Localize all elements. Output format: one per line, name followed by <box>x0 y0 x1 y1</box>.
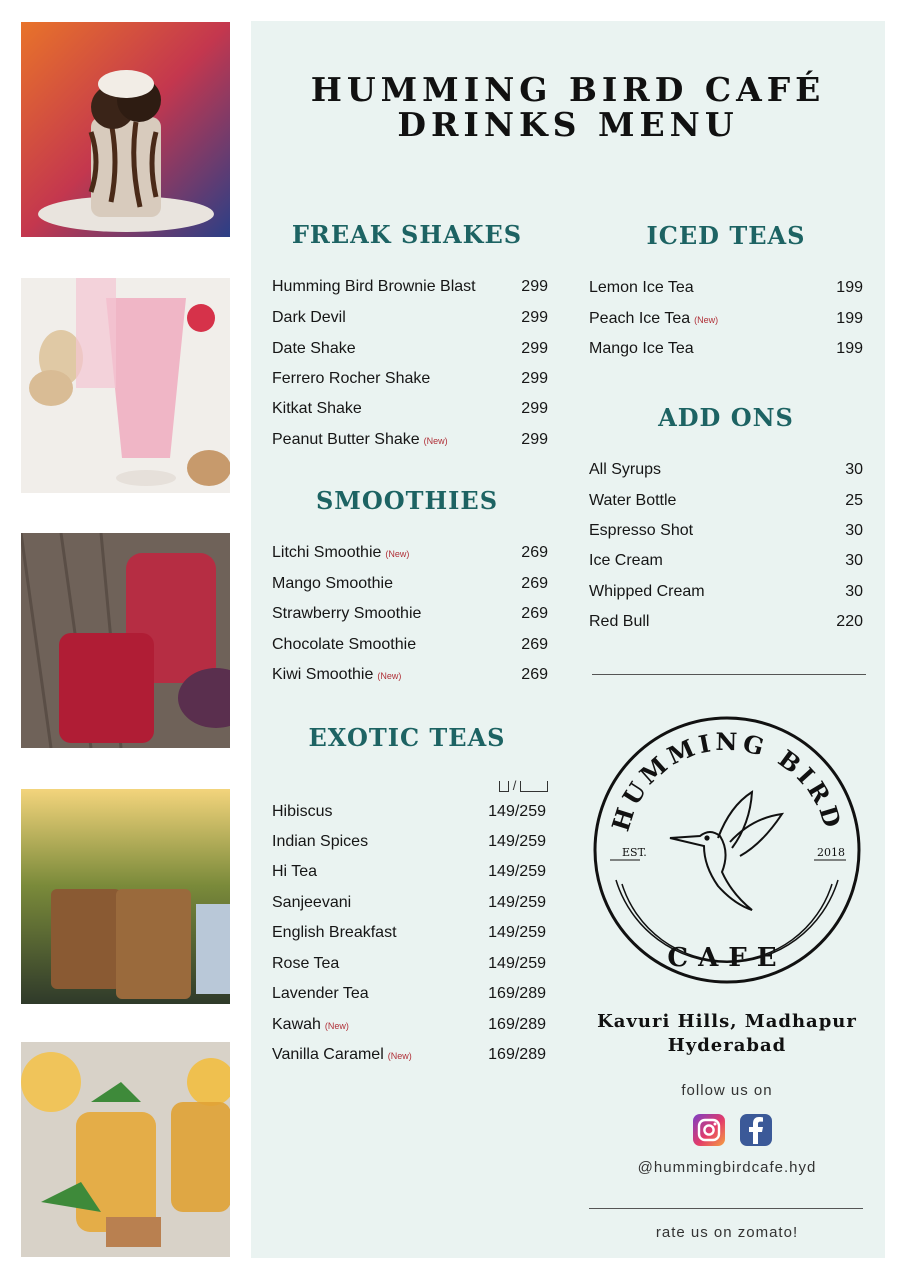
menu-item-price: 149/259 <box>488 803 546 820</box>
menu-item-name-text: Rose Tea <box>272 955 340 972</box>
facebook-icon[interactable] <box>740 1114 772 1146</box>
exotic-teas-heading: EXOTIC TEAS <box>308 723 506 752</box>
menu-item-name <box>589 580 705 604</box>
small-cup-icon <box>499 781 509 792</box>
menu-item-name <box>272 428 448 453</box>
logo-est-label: EST. <box>622 846 647 859</box>
menu-item <box>272 541 548 565</box>
menu-item-name-text: Water Bottle <box>589 492 677 509</box>
menu-item-name-text: Ice Cream <box>589 552 663 569</box>
menu-item-name-text: Whipped Cream <box>589 583 705 600</box>
menu-item-name <box>272 541 409 566</box>
menu-item-name-text: Mango Ice Tea <box>589 340 694 357</box>
menu-item <box>272 891 546 915</box>
menu-item-price: 269 <box>521 544 548 561</box>
menu-item <box>272 663 548 687</box>
divider-top <box>592 674 866 675</box>
instagram-icon[interactable] <box>693 1114 725 1146</box>
menu-item-name <box>589 276 694 300</box>
hibiscus-photo-art <box>21 533 230 748</box>
menu-item-price: 299 <box>521 340 548 357</box>
menu-item-name <box>589 519 693 543</box>
cup-size-hint <box>490 778 548 793</box>
location-line1: Kavuri Hills, Madhapur <box>597 1011 857 1032</box>
menu-item-name-text: English Breakfast <box>272 924 397 941</box>
menu-item-name <box>272 397 362 421</box>
new-badge: (New) <box>385 549 410 559</box>
menu-item-price: 220 <box>836 613 863 630</box>
menu-item-name <box>272 306 346 330</box>
menu-item-name-text: Peanut Butter Shake <box>272 431 420 448</box>
menu-item-name <box>272 367 430 391</box>
menu-item-price: 269 <box>521 575 548 592</box>
menu-item-name <box>272 891 351 915</box>
photo-smoothie <box>21 278 230 493</box>
menu-item-price: 269 <box>521 636 548 653</box>
menu-item <box>272 428 548 452</box>
freak-shakes-heading: FREAK SHAKES <box>291 220 523 249</box>
menu-item <box>272 633 548 657</box>
menu-item <box>589 307 863 331</box>
new-badge: (New) <box>423 436 448 446</box>
photo-lemon-tea <box>21 1042 230 1257</box>
menu-item <box>272 367 548 391</box>
menu-item-name-text: Mango Smoothie <box>272 575 393 592</box>
menu-item-name <box>272 800 332 824</box>
menu-item-name <box>272 572 393 596</box>
menu-item-price: 30 <box>845 552 863 569</box>
menu-item-name <box>272 602 421 626</box>
menu-item-name <box>272 982 369 1006</box>
menu-item <box>589 489 863 513</box>
menu-item-name-text: Ferrero Rocher Shake <box>272 370 431 387</box>
menu-item-price: 30 <box>845 461 863 478</box>
menu-item-name-text: Sanjeevani <box>272 894 352 911</box>
menu-item-name-text: Litchi Smoothie <box>272 544 382 561</box>
menu-item-name <box>272 1043 412 1068</box>
menu-item <box>589 458 863 482</box>
menu-item-name <box>589 489 676 513</box>
logo-bottom-text: CAFE <box>667 943 787 973</box>
smoothies-heading: SMOOTHIES <box>315 486 499 515</box>
new-badge: (New) <box>324 1021 349 1031</box>
menu-item-price: 299 <box>521 400 548 417</box>
menu-item-name-text: Kawah <box>272 1016 321 1033</box>
menu-item <box>272 602 548 626</box>
hummingbird-icon <box>670 792 782 910</box>
menu-item <box>272 800 546 824</box>
new-badge: (New) <box>694 315 719 325</box>
menu-item-name-text: Indian Spices <box>272 833 369 850</box>
menu-item-price: 30 <box>845 522 863 539</box>
menu-item-price: 149/259 <box>488 863 546 880</box>
menu-item <box>272 921 546 945</box>
lemon-tea-photo-art <box>21 1042 230 1257</box>
menu-item-name-text: Espresso Shot <box>589 522 694 539</box>
menu-item-name <box>589 610 649 634</box>
menu-item <box>589 276 863 300</box>
menu-item <box>272 952 546 976</box>
menu-item <box>272 337 548 361</box>
menu-item <box>272 306 548 330</box>
menu-item-price: 299 <box>521 309 548 326</box>
menu-item-name <box>272 952 339 976</box>
photo-hibiscus-tea <box>21 533 230 748</box>
menu-item <box>272 860 546 884</box>
menu-item-price: 149/259 <box>488 833 546 850</box>
menu-title <box>251 72 885 142</box>
follow-us-text: follow us on <box>681 1082 773 1099</box>
menu-item-name-text: Lavender Tea <box>272 985 369 1002</box>
divider-bottom <box>589 1208 863 1209</box>
menu-item <box>589 549 863 573</box>
menu-item-name-text: Red Bull <box>589 613 650 630</box>
menu-item-price: 30 <box>845 583 863 600</box>
cup-size-separator: / <box>512 778 517 793</box>
cafe-logo <box>592 714 862 986</box>
logo-est-year: 2018 <box>817 846 845 859</box>
new-badge: (New) <box>387 1051 412 1061</box>
menu-item <box>272 397 548 421</box>
menu-item-name-text: Date Shake <box>272 340 356 357</box>
location-line2: Hyderabad <box>667 1035 787 1056</box>
menu-item-name <box>272 921 397 945</box>
iced-teas-heading: ICED TEAS <box>646 221 806 250</box>
menu-title-line1: HUMMING BIRD CAFÉ <box>310 70 826 109</box>
menu-item-name <box>589 458 661 482</box>
menu-item-name <box>272 1013 349 1038</box>
chai-photo-art <box>21 789 230 1004</box>
menu-item-price: 199 <box>836 279 863 296</box>
menu-item <box>272 982 546 1006</box>
menu-item-price: 149/259 <box>488 894 546 911</box>
menu-item <box>589 610 863 634</box>
add-ons-heading: ADD ONS <box>658 403 794 432</box>
menu-item-price: 299 <box>521 278 548 295</box>
rate-us-text[interactable]: rate us on zomato! <box>655 1224 799 1241</box>
menu-item-name <box>589 549 663 573</box>
menu-item <box>272 830 546 854</box>
menu-item <box>589 519 863 543</box>
menu-item-name <box>272 860 317 884</box>
menu-item <box>272 1043 546 1067</box>
smoothie-photo-art <box>21 278 230 493</box>
menu-item-price: 299 <box>521 431 548 448</box>
menu-item-name <box>272 337 356 361</box>
menu-item-price: 169/289 <box>488 1046 546 1063</box>
menu-title-line2: DRINKS MENU <box>397 105 739 144</box>
photo-freakshake <box>21 22 230 237</box>
menu-item-price: 25 <box>845 492 863 509</box>
menu-item-price: 299 <box>521 370 548 387</box>
freakshake-photo-art <box>21 22 230 237</box>
menu-item-name <box>272 663 401 688</box>
menu-item-name-text: Kitkat Shake <box>272 400 362 417</box>
menu-item-name <box>272 633 416 657</box>
menu-item <box>272 572 548 596</box>
menu-item-name <box>272 275 476 299</box>
menu-item-name-text: Lemon Ice Tea <box>589 279 694 296</box>
menu-item-name-text: All Syrups <box>589 461 662 478</box>
new-badge: (New) <box>377 671 402 681</box>
menu-item-name <box>589 307 718 332</box>
menu-item-price: 169/289 <box>488 1016 546 1033</box>
logo-top-text: HUMMING BIRD <box>605 726 849 835</box>
menu-item-name <box>272 830 368 854</box>
menu-item <box>272 1013 546 1037</box>
menu-item-price: 269 <box>521 666 548 683</box>
social-handle[interactable]: @hummingbirdcafe.hyd <box>637 1159 817 1176</box>
menu-item-price: 199 <box>836 340 863 357</box>
large-cup-icon <box>520 781 548 792</box>
location <box>589 1010 865 1058</box>
menu-item-price: 269 <box>521 605 548 622</box>
menu-item-name-text: Hi Tea <box>272 863 318 880</box>
menu-item-name-text: Vanilla Caramel <box>272 1046 384 1063</box>
menu-item-name-text: Humming Bird Brownie Blast <box>272 278 476 295</box>
menu-item-price: 199 <box>836 310 863 327</box>
menu-item-name-text: Hibiscus <box>272 803 333 820</box>
menu-item-name-text: Peach Ice Tea <box>589 310 691 327</box>
menu-item-price: 149/259 <box>488 924 546 941</box>
menu-item <box>272 275 548 299</box>
menu-item-name <box>589 337 694 361</box>
menu-item-name-text: Kiwi Smoothie <box>272 666 374 683</box>
photo-chai <box>21 789 230 1004</box>
menu-item-price: 169/289 <box>488 985 546 1002</box>
menu-item-name-text: Chocolate Smoothie <box>272 636 417 653</box>
menu-item-price: 149/259 <box>488 955 546 972</box>
menu-item <box>589 580 863 604</box>
menu-item-name-text: Dark Devil <box>272 309 346 326</box>
menu-item <box>589 337 863 361</box>
menu-item-name-text: Strawberry Smoothie <box>272 605 422 622</box>
